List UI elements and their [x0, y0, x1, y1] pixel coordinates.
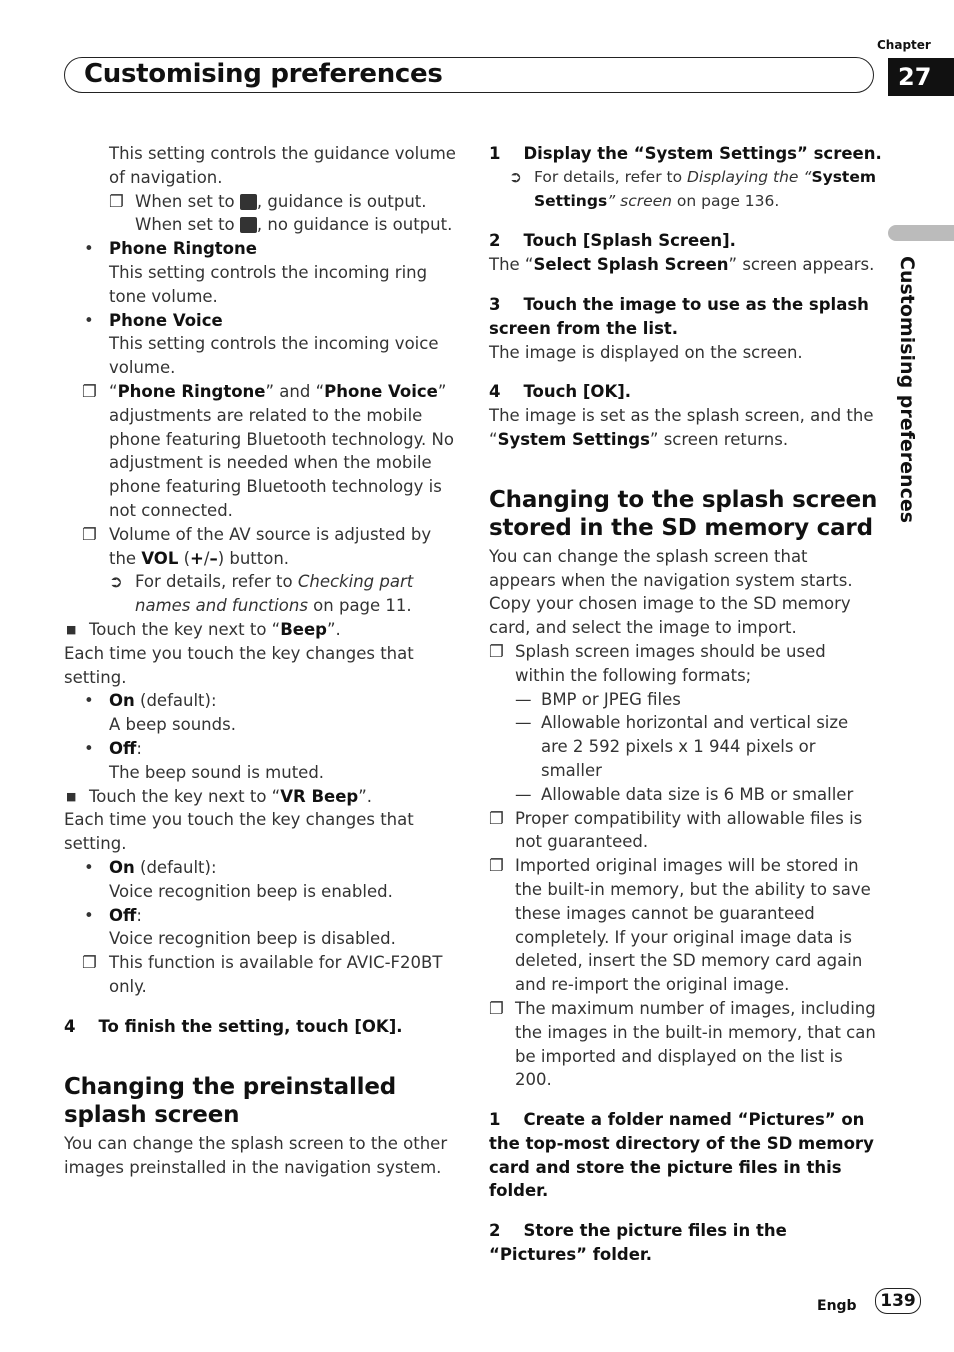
vr-beep-setting-desc: Each time you touch the key changes that setting. [64, 810, 414, 854]
guidance-on-note: ❐ When set to , guidance is output. When set to , no guidance is output. [109, 191, 453, 235]
dash-item-formats: — BMP or JPEG files [515, 689, 681, 709]
step-3-desc: The image is displayed on the screen. [489, 342, 803, 362]
bullet-icon: • [84, 857, 94, 877]
note-formats: ❐ Splash screen images should be used within the following formats; [489, 641, 826, 685]
note-compatibility: ❐ Proper compatibility with allowable files is not guaranteed. [489, 808, 863, 852]
beep-setting-desc: Each time you touch the key changes that setting. [64, 643, 414, 687]
bullet-icon: • [84, 691, 94, 711]
step-2-desc: The “Select Splash Screen” screen appears. [489, 255, 875, 275]
right-column [489, 142, 882, 1267]
square-item-beep: ■ Touch the key next to “Beep”. [64, 618, 456, 642]
note-avic-f20bt: ❐ This function is available for AVIC-F20BT only. [82, 953, 443, 996]
note-icon: ❐ [82, 381, 97, 401]
note-imported-images: ❐ Imported original images will be stored in the built-in memory, but the ability to save these images cannot be guaranteed completely. If your original image data is deleted, insert the SD memory card again and re-import the original image. [489, 856, 871, 995]
note-icon: ❐ [82, 524, 97, 544]
beep-off-desc: The beep sound is muted. [109, 762, 325, 782]
bullet-vr-off: • Off: [64, 904, 456, 928]
arrow-reference-icon: ➲ [109, 572, 123, 592]
step-2-touch-splash: 2 Touch [Splash Screen]. [489, 231, 736, 251]
sd-desc: You can change the splash screen that appears when the navigation system starts. Copy your chosen image to the SD memory card, and select the image to import. [489, 546, 853, 638]
note-icon: ❐ [489, 641, 504, 661]
step-3-touch-image: 3 Touch the image to use as the splash screen from the list. [489, 294, 875, 338]
bullet-icon: • [84, 310, 94, 330]
preinstalled-desc: You can change the splash screen to the other images preinstalled in the navigation system. [64, 1134, 448, 1178]
bullet-icon: • [84, 239, 94, 259]
square-bullet-icon: ■ [66, 789, 77, 803]
note-icon: ❐ [82, 953, 97, 973]
side-section-label: Customising preferences [896, 256, 918, 524]
guidance-volume-desc: This setting controls the guidance volume of navigation. [109, 144, 456, 187]
step-1-create-folder: 1 Create a folder named “Pictures” on the top-most directory of the SD memory card and store the picture files in this folder. [489, 1110, 880, 1201]
bullet-icon: • [84, 905, 94, 925]
note-icon: ❐ [489, 856, 504, 876]
speaker-muted-icon [240, 217, 257, 233]
note-icon: ❐ [109, 191, 124, 211]
note-max-images: ❐ The maximum number of images, including the images in the built-in memory, that can be imported and displayed on the list is 200. [489, 998, 876, 1090]
chapter-label: Chapter [877, 38, 931, 52]
chapter-number: 27 [888, 58, 954, 96]
vr-off-desc: Voice recognition beep is disabled. [109, 929, 396, 949]
arrow-reference-icon: ➲ [509, 167, 522, 186]
square-item-vr-beep: ■ Touch the key next to “VR Beep”. [64, 785, 456, 809]
reference-part-names: ➲ For details, refer to Checking part names and functions on page 11. [109, 572, 414, 616]
reference-system-settings: ➲ For details, refer to Displaying the “System Settings” screen on page 136. [509, 167, 877, 210]
step-4-finish: 4 To finish the setting, touch [OK]. [64, 1016, 403, 1036]
bullet-phone-voice: • Phone Voice [64, 309, 456, 333]
page-title: Customising preferences [84, 59, 443, 89]
note-icon: ❐ [489, 998, 504, 1018]
note-phone-adjustments: ❐ “Phone Ringtone” and “Phone Voice” adjustments are related to the mobile phone featuring Bluetooth technology. No adjustment is needed when the mobile phone featuring Bluetooth technology is not connected. [82, 381, 454, 520]
bullet-icon: • [84, 738, 94, 758]
step-1-display: 1 Display the “System Settings” screen. [489, 144, 882, 163]
step-4-desc: The image is set as the splash screen, and the “System Settings” screen returns. [489, 406, 874, 449]
dash-item-data-size: — Allowable data size is 6 MB or smaller [515, 784, 854, 804]
left-column [64, 142, 456, 1180]
beep-on-desc: A beep sounds. [109, 715, 236, 735]
bullet-beep-on: • On (default): [64, 689, 456, 713]
heading-preinstalled-splash: Changing the preinstalled splash screen [64, 1074, 397, 1129]
side-tab-marker [888, 225, 954, 241]
dash-item-size: — Allowable horizontal and vertical size are 2 592 pixels x 1 944 pixels or smaller [515, 713, 849, 780]
heading-sd-splash: Changing to the splash screen stored in the SD memory card [489, 486, 878, 541]
ringtone-desc: This setting controls the incoming ring tone volume. [109, 262, 428, 306]
square-bullet-icon: ■ [66, 622, 77, 636]
vr-on-desc: Voice recognition beep is enabled. [109, 881, 393, 901]
voice-desc: This setting controls the incoming voice volume. [109, 334, 439, 378]
bullet-vr-on: • On (default): [64, 856, 456, 880]
note-icon: ❐ [489, 808, 504, 828]
step-4-touch-ok: 4 Touch [OK]. [489, 382, 632, 402]
bullet-beep-off: • Off: [64, 737, 456, 761]
language-label: Engb [817, 1298, 857, 1314]
bullet-phone-ringtone: • Phone Ringtone [64, 237, 456, 261]
page-number: 139 [875, 1288, 921, 1314]
note-av-volume: ❐ Volume of the AV source is adjusted by the VOL (+/–) button. [82, 524, 432, 568]
step-2-store-files: 2 Store the picture files in the “Pictures” folder. [489, 1221, 793, 1265]
speaker-on-icon [240, 194, 257, 210]
